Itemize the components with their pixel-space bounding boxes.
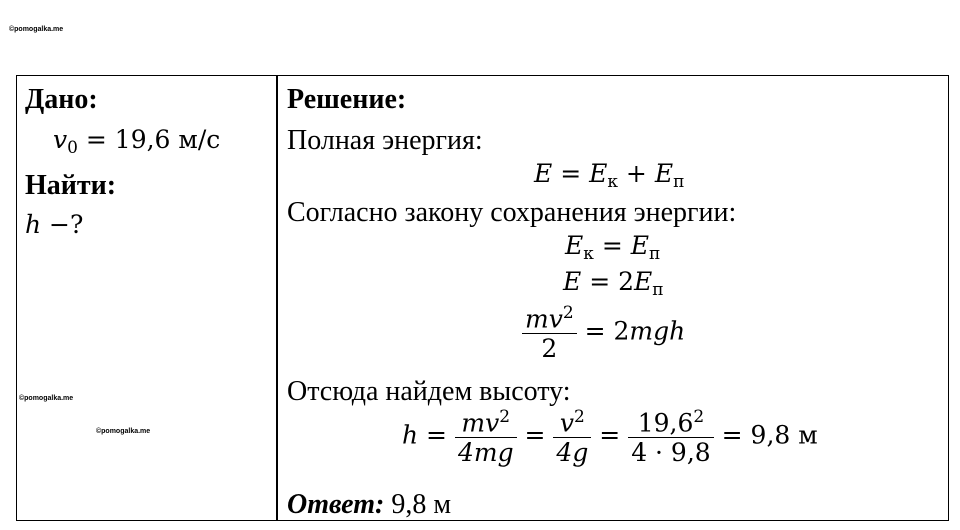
- answer-value: 9,8 м: [384, 489, 452, 520]
- fraction-mv2-over-2: $\frac{mv^2}{2}$: [522, 305, 577, 361]
- equation-total-energy: $E = E_к + E_п$: [534, 159, 685, 193]
- fraction-mv2-over-4mg: $\frac{mv^2}{4mg}$: [455, 409, 517, 465]
- fraction-numeric: $\frac{19,6^2}{4 \cdot 9,8}$: [628, 409, 714, 465]
- given-velocity: $v_0 = 19,6$ м/с: [53, 125, 221, 159]
- given-title: Дано:: [25, 84, 98, 115]
- answer-label: Ответ:: [287, 489, 385, 520]
- watermark: ©pomogalka.me: [9, 26, 64, 33]
- solution-line-total-energy: Полная энергия:: [287, 125, 483, 156]
- solution-line-find-height: Отсюда найдем высоту:: [287, 376, 571, 407]
- solution-table: [16, 75, 949, 521]
- find-height: h −?: [25, 210, 84, 239]
- find-title: Найти:: [25, 170, 117, 201]
- equation-e-2ep: $E = 2E_п$: [563, 267, 664, 301]
- column-divider: [276, 76, 278, 520]
- equation-ek-ep: $E_к = E_п$: [565, 231, 661, 265]
- equation-energy-balance: $\frac{mv^2}{2}$ = 2mgh: [522, 305, 685, 361]
- fraction-v2-over-4g: $\frac{v^2}{4g}$: [553, 409, 591, 465]
- answer-line: [287, 491, 451, 519]
- equation-height: h = $\frac{mv^2}{4mg}$ = $\frac{v^2}{4g}$ = $\frac{19,6^2}{4 \cdot 9,8}$ = 9,8 м: [402, 407, 818, 468]
- solution-title: Решение:: [287, 84, 407, 115]
- watermark: ©pomogalka.me: [19, 395, 74, 402]
- solution-line-conservation: Согласно закону сохранения энергии:: [287, 197, 737, 228]
- watermark: ©pomogalka.me: [96, 428, 151, 435]
